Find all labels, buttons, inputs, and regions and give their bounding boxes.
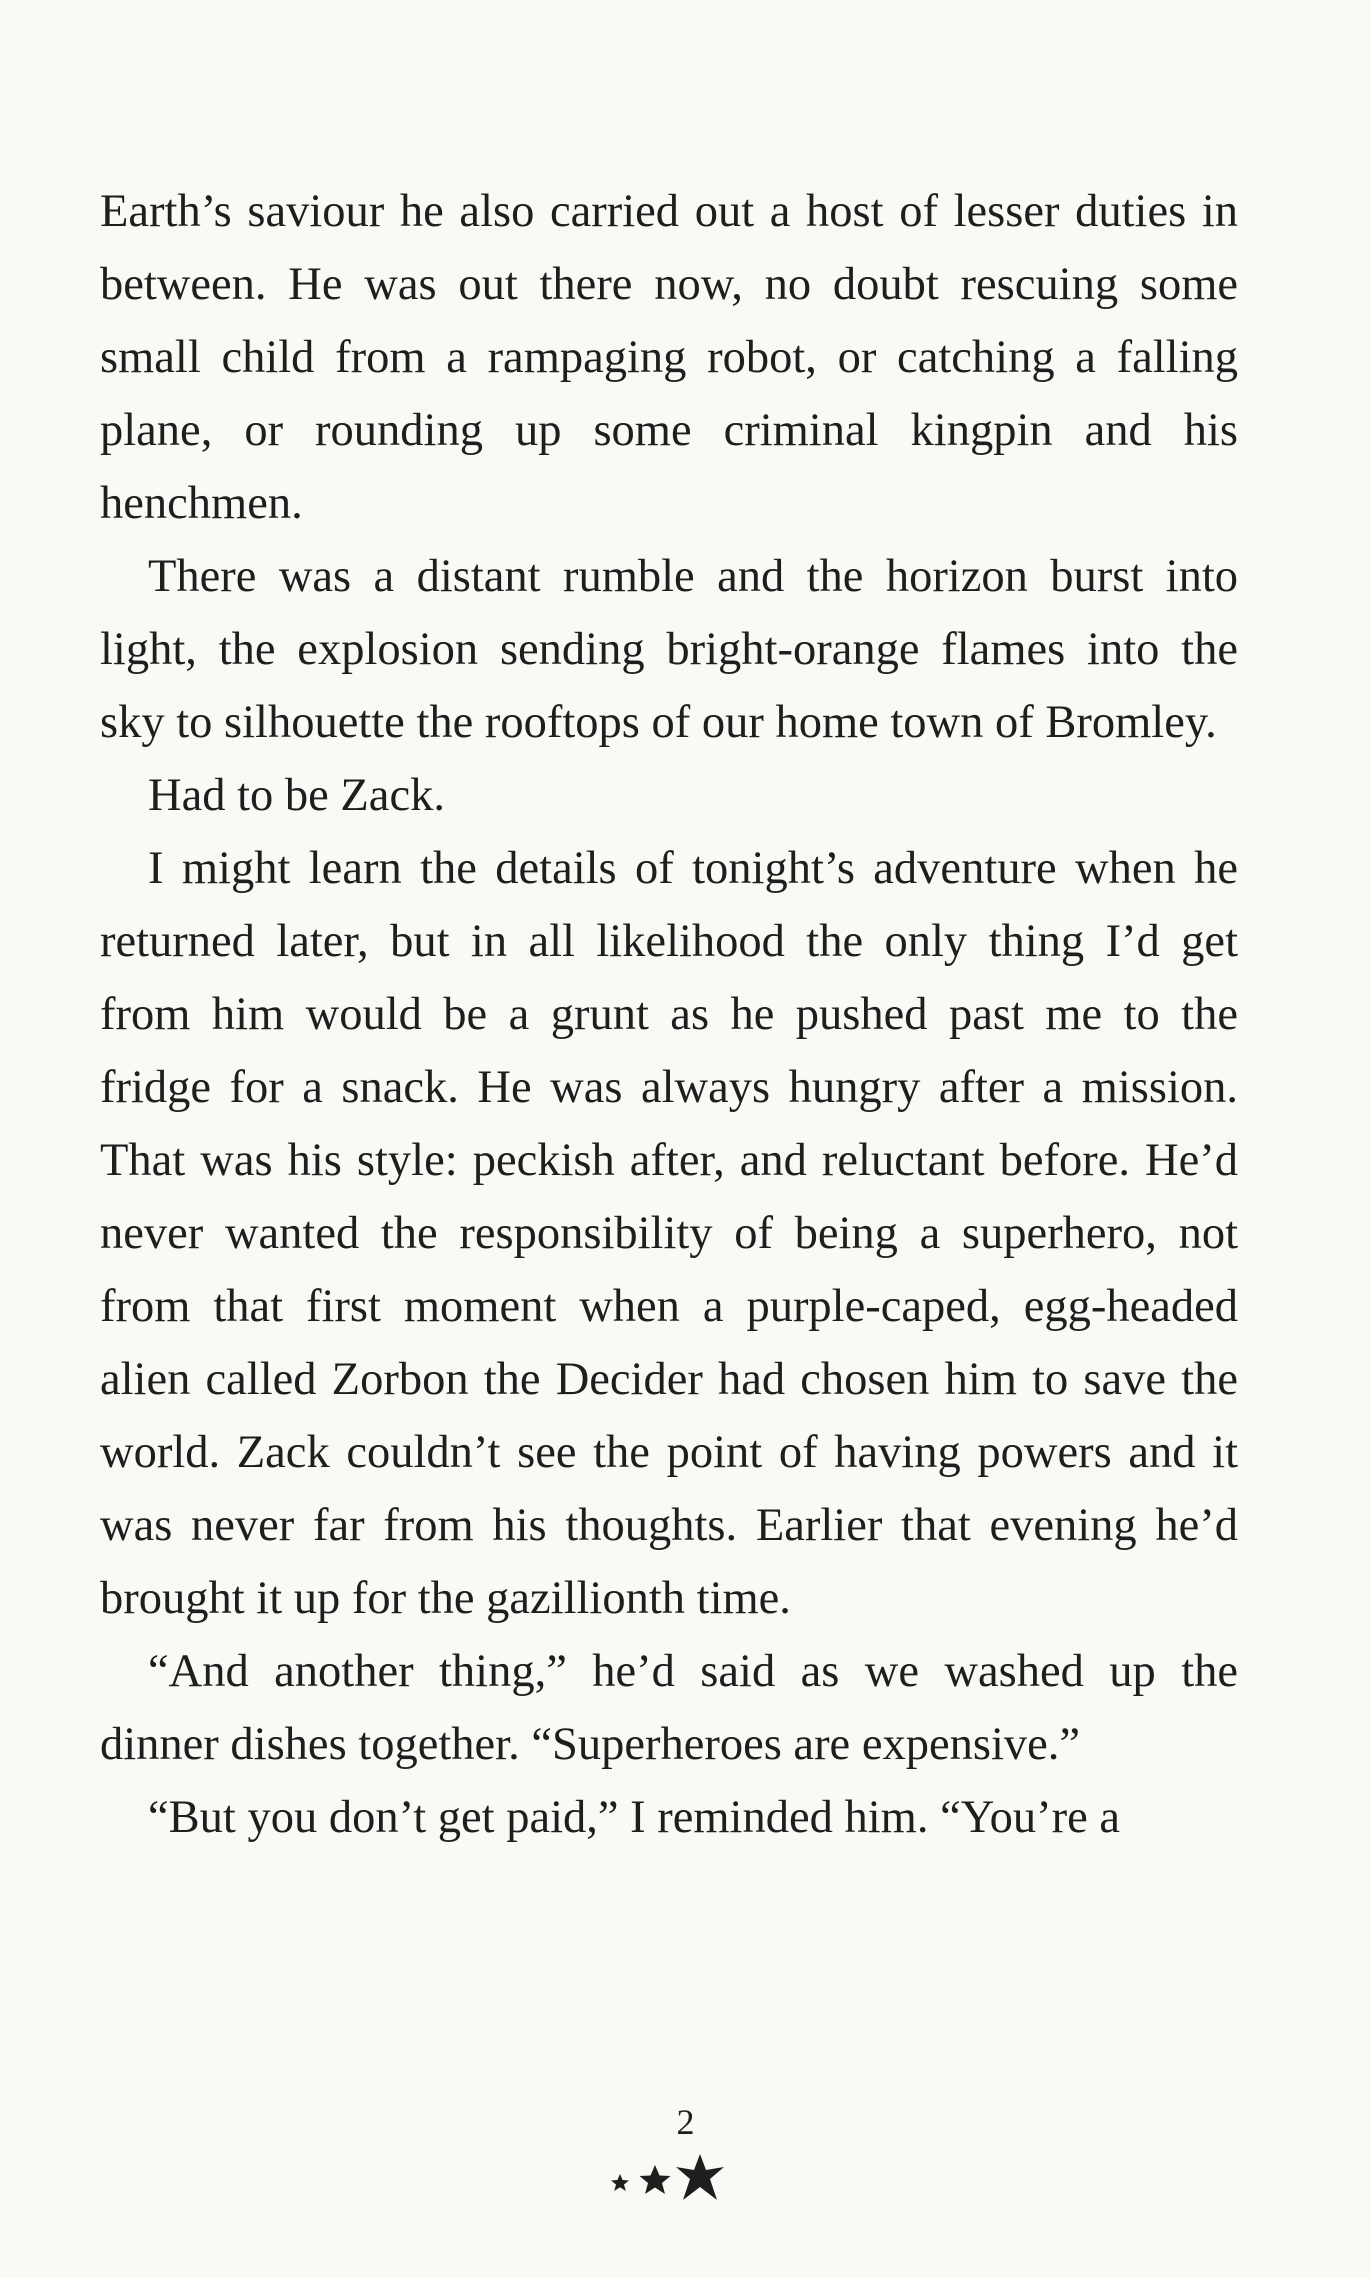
paragraph-6: “But you don’t get paid,” I reminded him. “You’re a [148, 1792, 1121, 1843]
medium-star-icon [640, 2165, 671, 2194]
body-text [100, 175, 1238, 1854]
small-star-icon [611, 2174, 629, 2191]
paragraph-3: Had to be Zack. [148, 770, 445, 821]
page-number: 2 [676, 2102, 695, 2142]
large-star-icon [676, 2154, 724, 2200]
paragraph-5: “And another thing,” he’d said as we washed up the dinner dishes together. “Superheroes are expensive.” [100, 1646, 1238, 1770]
paragraph-2: There was a distant rumble and the horizon burst into light, the explosion sending bright-orange flames into the sky to silhouette the rooftops of our home town of Bromley. [100, 551, 1238, 748]
paragraph-4: I might learn the details of tonight’s adventure when he returned later, but in all likelihood the only thing I’d get from him would be a grunt as he pushed past me to the fridge for a snack. He was always hungry after a mission. That was his style: peckish after, and reluctant before. He’d never wanted the responsibility of being a superhero, not from that first moment when a purple-caped, egg-headed alien called Zorbon the Decider had chosen him to save the world. Zack couldn’t see the point of having powers and it was never far from his thoughts. Earlier that evening he’d brought it up for the gazillionth time. [100, 843, 1238, 1624]
three-stars-icon [600, 2152, 750, 2202]
paragraph-1: Earth’s saviour he also carried out a host of lesser duties in between. He was out there now, no doubt rescuing some small child from a rampaging robot, or catching a falling plane, or rounding up some criminal kingpin and his henchmen. [100, 186, 1238, 529]
page-footer [0, 2100, 1371, 2144]
